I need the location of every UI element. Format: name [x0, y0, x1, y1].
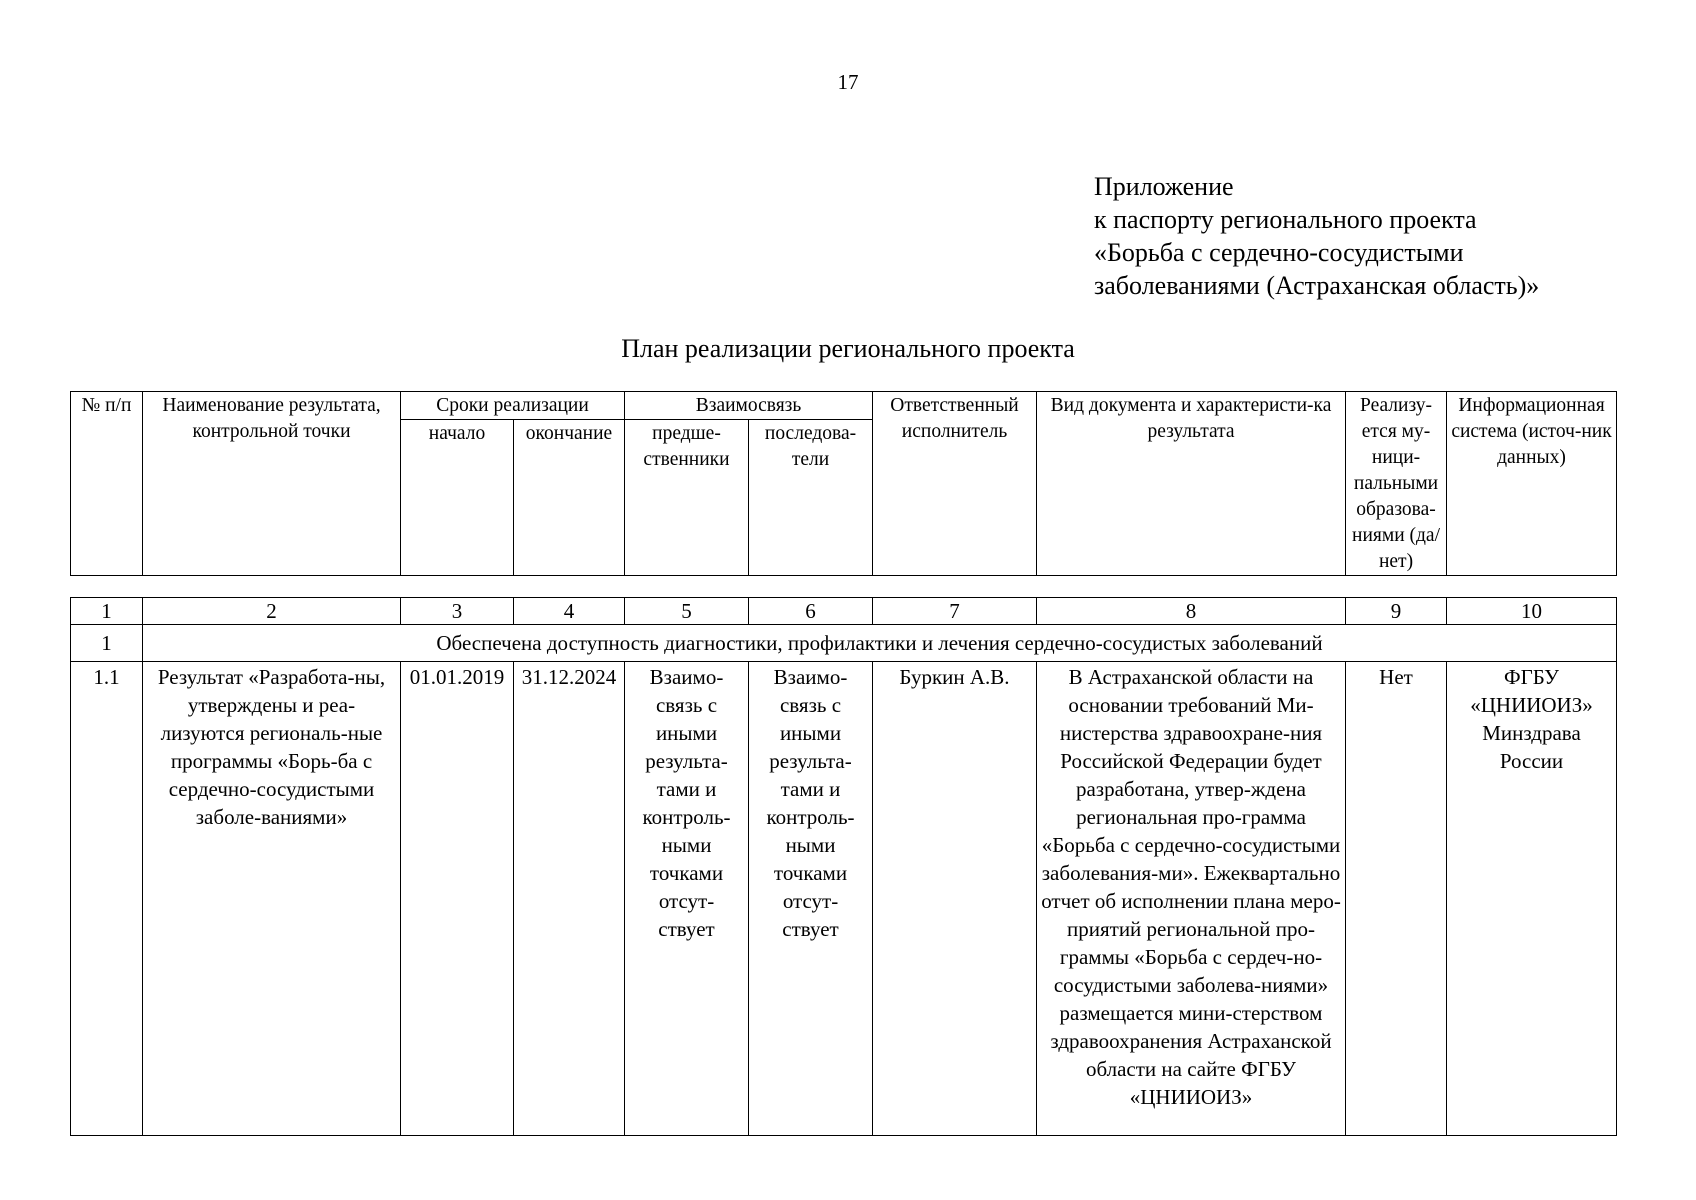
- header-successors: последова-тели: [749, 420, 873, 576]
- section-row: [71, 625, 1617, 662]
- column-number: 5: [625, 598, 749, 625]
- appendix-line: к паспорту регионального проекта: [1094, 205, 1477, 234]
- header-link: Взаимосвязь: [625, 392, 873, 420]
- row-number: 1.1: [71, 662, 143, 1136]
- header-end: окончание: [514, 420, 625, 576]
- end-date: 31.12.2024: [514, 662, 625, 1136]
- section-title: Обеспечена доступность диагностики, профилактики и лечения сердечно-сосудистых заболеваний: [143, 625, 1617, 662]
- header-info-system: Информационная система (источ-ник данных): [1447, 392, 1617, 576]
- plan-body-table: [70, 597, 1617, 1136]
- table-row: [71, 662, 1617, 1136]
- start-date: 01.01.2019: [401, 662, 514, 1136]
- predecessors: Взаимо-связь с иными результа-тами и контроль-ными точками отсут-ствует: [625, 662, 749, 1136]
- column-number: 9: [1346, 598, 1447, 625]
- info-system: ФГБУ «ЦНИИОИЗ» Минздрава России: [1447, 662, 1617, 1136]
- responsible-person: Буркин А.В.: [873, 662, 1037, 1136]
- section-number: 1: [71, 625, 143, 662]
- appendix-line: Приложение: [1094, 172, 1234, 201]
- column-number: 6: [749, 598, 873, 625]
- header-terms: Сроки реализации: [401, 392, 625, 420]
- column-number: 10: [1447, 598, 1617, 625]
- column-number-row: [71, 598, 1617, 625]
- header-name: Наименование результата, контрольной точки: [143, 392, 401, 576]
- page-number: 17: [837, 70, 859, 94]
- result-name: Результат «Разработа-ны, утверждены и реа-лизуются региональ-ные программы «Борь-ба с сердечно-сосудистыми заболе-ваниями»: [143, 662, 401, 1136]
- document-description: В Астраханской области на основании требований Ми-нистерства здравоохране-ния Российской Федерации будет разработана, утвер-ждена региональная про-грамма «Борьба с сердечно-сосудистыми заболевания-ми». Ежеквартально отчет об исполнении плана меро-приятий региональной про-граммы «Борьба с сердеч-но-сосудистыми заболева-ниями» размещается мини-стерством здравоохранения Астраханской области на сайте ФГБУ «ЦНИИОИЗ»: [1037, 662, 1346, 1136]
- column-number: 7: [873, 598, 1037, 625]
- municipal-flag: Нет: [1346, 662, 1447, 1136]
- header-start: начало: [401, 420, 514, 576]
- header-responsible: Ответственный исполнитель: [873, 392, 1037, 576]
- header-document: Вид документа и характеристи-ка результата: [1037, 392, 1346, 576]
- header-predecessors: предше-ственники: [625, 420, 749, 576]
- header-municipal: Реализу-ется му-ници-пальными образова-ниями (да/нет): [1346, 392, 1447, 576]
- plan-header-table: [70, 391, 1617, 576]
- column-number: 4: [514, 598, 625, 625]
- column-number: 2: [143, 598, 401, 625]
- plan-title: План реализации регионального проекта: [621, 334, 1075, 363]
- successors: Взаимо-связь с иными результа-тами и контроль-ными точками отсут-ствует: [749, 662, 873, 1136]
- column-number: 3: [401, 598, 514, 625]
- appendix-line: заболеваниями (Астраханская область)»: [1094, 271, 1540, 300]
- header-num: № п/п: [71, 392, 143, 576]
- column-number: 8: [1037, 598, 1346, 625]
- appendix-note: [1094, 170, 1539, 302]
- column-number: 1: [71, 598, 143, 625]
- appendix-line: «Борьба с сердечно-сосудистыми: [1094, 238, 1464, 267]
